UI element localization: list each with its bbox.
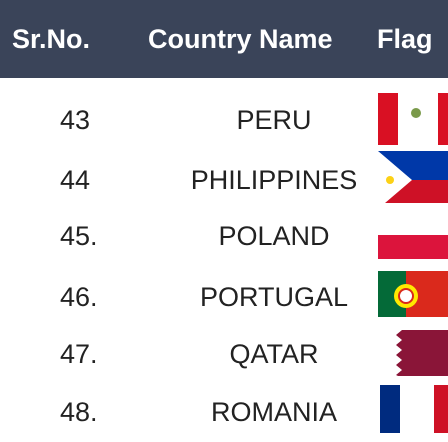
table-row (0, 151, 448, 209)
row-country-name: PORTUGAL (199, 282, 349, 312)
row-country-name: ROMANIA (210, 397, 337, 427)
header-flag: Flag (377, 24, 433, 54)
row-country-name: PHILIPPINES (190, 165, 358, 195)
qatar-flag-icon (366, 324, 448, 376)
philippines-flag-icon (366, 151, 448, 203)
table-row (0, 326, 448, 384)
portugal-flag-icon (366, 265, 448, 317)
row-srno: 44 (60, 165, 91, 195)
table-row (0, 209, 448, 267)
table-row (0, 268, 448, 326)
row-srno: 46. (60, 282, 98, 312)
table-header (0, 0, 448, 78)
poland-flag-icon (366, 207, 448, 259)
row-srno: 45. (60, 221, 98, 251)
table-row (0, 384, 448, 442)
table-row (0, 92, 448, 150)
row-srno: 43 (60, 105, 91, 135)
row-srno: 48. (60, 397, 98, 427)
header-country-name: Country Name (148, 24, 333, 54)
row-country-name: QATAR (229, 339, 319, 369)
romania-flag-icon (366, 381, 448, 433)
header-srno: Sr.No. (12, 24, 91, 54)
row-country-name: POLAND (218, 221, 330, 251)
row-country-name: PERU (236, 105, 312, 135)
row-srno: 47. (60, 339, 98, 369)
peru-flag-icon (366, 93, 448, 145)
